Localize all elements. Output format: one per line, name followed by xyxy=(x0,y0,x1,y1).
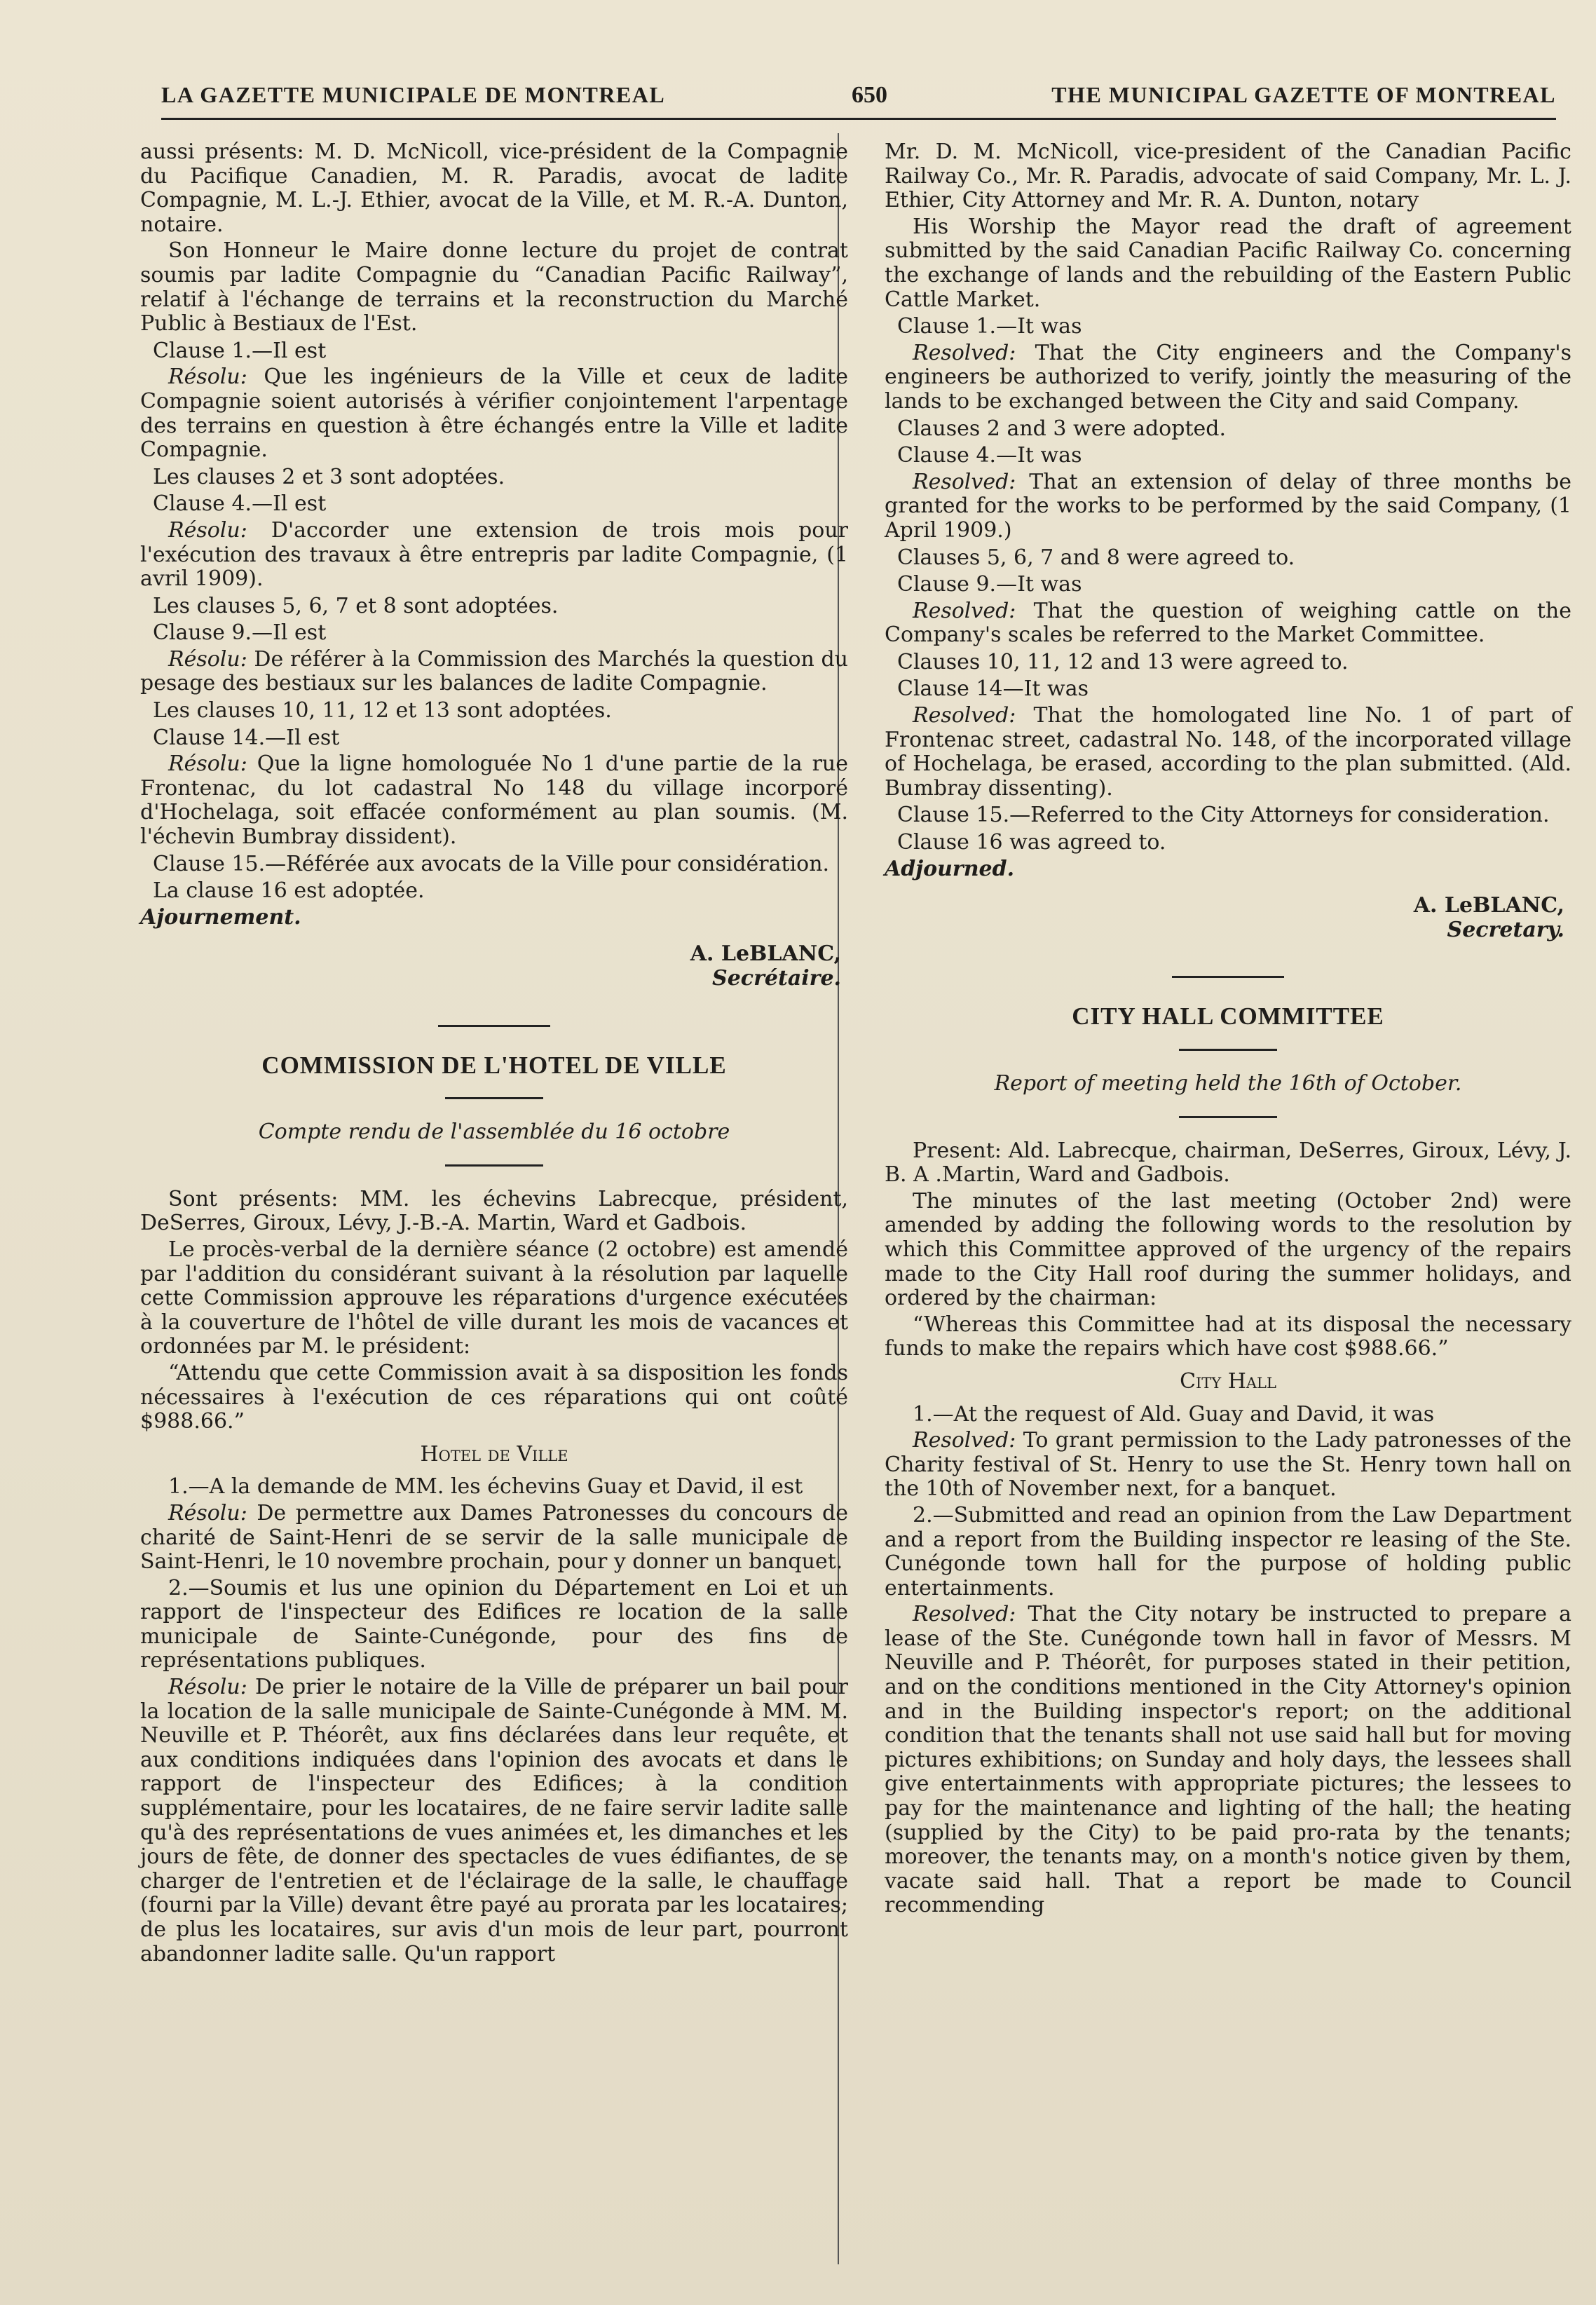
clause-line: Clause 9.—Il est xyxy=(153,620,327,646)
paragraph: Le procès-verbal de la dernière séance (2 octobre) est amendé par l'addition du considérant suivant à la résolution par laquelle cette Commission approuve les réparations d'urgence exécutées à la couverture de l'hôtel de ville durant les mois de vacances et ordonnées par M. le président: xyxy=(140,1237,848,1359)
adjourn-note: Adjourned. xyxy=(885,856,1015,881)
section-subtitle: Compte rendu de l'assemblée du 16 octobre xyxy=(258,1120,730,1145)
resolution: Résolu: Que les ingénieurs de la Ville et ceux de ladite Compagnie soient autorisés à vérifier conjointement l'arpentage des terrains en question à être échangés entre la Ville et ladite Compagnie. xyxy=(140,365,848,463)
paragraph: aussi présents: M. D. McNicoll, vice-président de la Compagnie du Pacifique Canadien, M. R. Paradis, avocat de ladite Compagnie, M. L.-J. Ethier, avocat de la Ville, et M. R.-A. Dunton, notaire. xyxy=(140,140,848,237)
clause-line: Clause 1.—Il est xyxy=(153,338,327,363)
resolution: Resolved: That an extension of delay of three months be granted for the works to be performed by the said Company, (1 April 1909.) xyxy=(885,469,1571,543)
paragraph: The minutes of the last meeting (October 2nd) were amended by adding the following words to the resolution by which this Committee approved of the urgency of the repairs made to the City Hall roof during the summer holidays, and ordered by the chairman: xyxy=(885,1188,1571,1311)
header-rule xyxy=(161,118,1556,120)
resolution: Resolved: That the City engineers and the Company's engineers be authorized to verify, jointly the measuring of the lands to be exchanged between the City and said Company. xyxy=(885,340,1571,414)
section-subtitle: Report of meeting held the 16th of October. xyxy=(994,1071,1462,1096)
resolution: Resolved: That the question of weighing cattle on the Company's scales be referred to the Market Committee. xyxy=(885,598,1571,648)
header-title-english: THE MUNICIPAL GAZETTE OF MONTREAL xyxy=(1051,82,1556,107)
clause-line: Clause 4.—It was xyxy=(897,443,1082,468)
title-rule xyxy=(445,1097,543,1099)
clause-line: Clause 15.—Referred to the City Attorneys for consideration. xyxy=(897,803,1550,828)
clause-line: Clause 1.—It was xyxy=(897,314,1082,339)
french-column xyxy=(140,140,848,1969)
clause-line: Les clauses 2 et 3 sont adoptées. xyxy=(153,464,505,489)
subheading: Hotel de Ville xyxy=(420,1441,568,1467)
signature-title: Secretary. xyxy=(1447,917,1564,942)
paragraph: “Whereas this Committee had at its disposal the necessary funds to make the repairs which have cost $988.66.” xyxy=(885,1312,1571,1361)
paragraph: Mr. D. M. McNicoll, vice-president of the Canadian Pacific Railway Co., Mr. R. Paradis, advocate of said Company, Mr. L. J. Ethier, City Attorney and Mr. R. A. Dunton, notary xyxy=(885,140,1571,213)
header-title-french: LA GAZETTE MUNICIPALE DE MONTREAL xyxy=(161,82,666,107)
resolution: Résolu: Que la ligne homologuée No 1 d'une partie de la rue Frontenac, du lot cadastral No 148 du village incorporé d'Hochelaga, soit effacée conformément au plan soumis. (M. l'échevin Bumbray dissident). xyxy=(140,752,848,850)
adjourn-note: Ajournement. xyxy=(140,904,301,930)
title-rule xyxy=(1179,1049,1277,1051)
paragraph: Sont présents: MM. les échevins Labrecque, président, DeSerres, Giroux, Lévy, J.-B.-A. Martin, Ward et Gadbois. xyxy=(140,1186,848,1236)
signature-title: Secrétaire. xyxy=(712,966,841,991)
english-column xyxy=(885,140,1571,1920)
clause-line: Clauses 5, 6, 7 and 8 were agreed to. xyxy=(897,545,1295,570)
signature-name: A. LeBLANC, xyxy=(1413,893,1564,918)
clause-line: Clause 16 was agreed to. xyxy=(897,830,1166,855)
resolution: Resolved: That the homologated line No. 1 of part of Frontenac street, cadastral No. 148, of the incorporated village of Hochelaga, be erased, according to the plan submitted. (Ald. Bumbray dissenting). xyxy=(885,703,1571,801)
clause-line: Les clauses 5, 6, 7 et 8 sont adoptées. xyxy=(153,593,559,618)
resolution: Résolu: De prier le notaire de la Ville de préparer un bail pour la location de la salle municipale de Sainte-Cunégonde à MM. M. Neuville et P. Théorêt, aux fins déclarées dans leur requête, et aux conditions indiquées dans l'opinion des avocats et dans le rapport de l'inspecteur des Edifices; à la condition supplémentaire, pour les locataires, de ne faire servir ladite salle qu'à des représentations de vues animées et, les dimanches et les jours de fête, de donner des spectacles de vues édifiantes, de se charger de l'entretien et de l'éclairage de la salle, le chauffage (fourni par la Ville) devant être payé au prorata par les locataires; de plus les locataires, sur avis d'un mois de leur part, pourront abandonner ladite salle. Qu'un rapport xyxy=(140,1675,848,1966)
subtitle-rule xyxy=(445,1164,543,1167)
item: 2.—Submitted and read an opinion from the Law Department and a report from the Building inspector re leasing of the Ste. Cunégonde town hall for the purpose of holding public entertainments. xyxy=(885,1502,1571,1600)
section-title: COMMISSION DE L'HOTEL DE VILLE xyxy=(261,1051,727,1079)
paragraph: “Attendu que cette Commission avait à sa disposition les fonds nécessaires à l'exécution de ces réparations qui ont coûté $988.66.” xyxy=(140,1360,848,1434)
item: 1.—At the request of Ald. Guay and David, it was xyxy=(913,1401,1435,1427)
resolution: Résolu: De permettre aux Dames Patronesses du concours de charité de Saint-Henri de se servir de la salle municipale de Saint-Henri, le 10 novembre prochain, pour y donner un banquet. xyxy=(140,1500,848,1575)
item: 2.—Soumis et lus une opinion du Département en Loi et un rapport de l'inspecteur des Edifices re location de la salle municipale de Sainte-Cunégonde, pour des fins de représentations publiques. xyxy=(140,1575,848,1673)
resolution: Résolu: D'accorder une extension de trois mois pour l'exécution des travaux à être entrepris par ladite Compagnie, (1 avril 1909). xyxy=(140,517,848,592)
clause-line: Clauses 2 and 3 were adopted. xyxy=(897,416,1226,441)
paragraph: Son Honneur le Maire donne lecture du projet de contrat soumis par ladite Compagnie du “Canadian Pacific Railway”, relatif à l'échange de terrains et la reconstruction du Marché Public à Bestiaux de l'Est. xyxy=(140,238,848,336)
resolution: Resolved: To grant permission to the Lady patronesses of the Charity festival of St. Henry to use the St. Henry town hall on the 10th of November next, for a banquet. xyxy=(885,1428,1571,1502)
section-title: CITY HALL COMMITTEE xyxy=(1072,1002,1384,1031)
item: 1.—A la demande de MM. les échevins Guay et David, il est xyxy=(168,1474,803,1500)
resolution: Resolved: That the City notary be instructed to prepare a lease of the Ste. Cunégonde town hall in favor of Messrs. M Neuville and P. Théorêt, for purposes stated in their petition, and on the conditions mentioned in the City Attorney's opinion and in the Building inspector's report; on the additional condition that the tenants shall not use said hall but for moving pictures exhibitions; on Sunday and holy days, the lessees shall give entertainments with appropriate pictures; the lessees to pay for the maintenance and lighting of the hall; the heating (supplied by the City) to be paid pro-rata by the tenants; moreover, the tenants may, on a month's notice given by them, vacate said hall. That a report be made to Council recommending xyxy=(885,1602,1571,1918)
clause-line: Clause 14—It was xyxy=(897,676,1089,702)
clause-line: Clause 4.—Il est xyxy=(153,491,327,517)
section-divider xyxy=(1172,976,1284,978)
subtitle-rule xyxy=(1179,1116,1277,1118)
clause-line: Clause 9.—It was xyxy=(897,572,1082,597)
paragraph: His Worship the Mayor read the draft of agreement submitted by the said Canadian Pacific Railway Co. concerning the exchange of lands and the rebuilding of the Eastern Public Cattle Market. xyxy=(885,214,1571,312)
paragraph: Present: Ald. Labrecque, chairman, DeSerres, Giroux, Lévy, J. B. A .Martin, Ward and Gadbois. xyxy=(885,1138,1571,1188)
signature-name: A. LeBLANC, xyxy=(690,941,841,967)
section-divider xyxy=(438,1025,550,1027)
page-number: 650 xyxy=(852,82,887,108)
clause-line: Clause 14.—Il est xyxy=(153,725,340,750)
resolution: Résolu: De référer à la Commission des Marchés la question du pesage des bestiaux sur les balances de ladite Compagnie. xyxy=(140,646,848,696)
clause-line: Clause 15.—Référée aux avocats de la Ville pour considération. xyxy=(153,851,830,876)
subheading: City Hall xyxy=(1180,1368,1276,1394)
clause-line: Clauses 10, 11, 12 and 13 were agreed to. xyxy=(897,649,1349,674)
clause-line: La clause 16 est adoptée. xyxy=(153,878,425,904)
clause-line: Les clauses 10, 11, 12 et 13 sont adoptées. xyxy=(153,698,612,723)
